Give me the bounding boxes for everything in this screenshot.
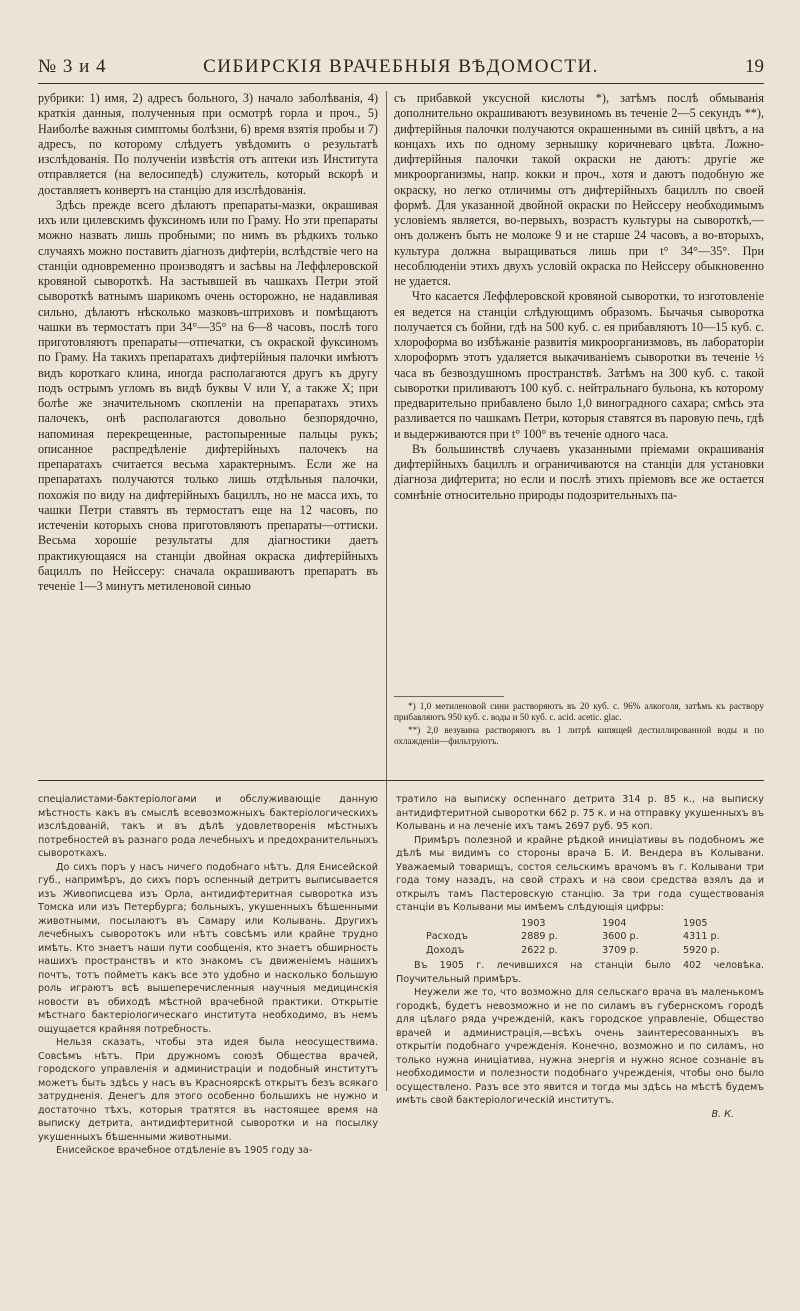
footnote: *) 1,0 метиленовой сини растворяютъ въ 20 куб. с. 96% алкоголя, затѣмъ къ раствору прибавляютъ 950 куб. с. воды и 50 куб. с. acid. acetic. glac. (394, 701, 764, 722)
year-cell: 1905 (683, 917, 708, 929)
paragraph: рубрики: 1) имя, 2) адресъ больного, 3) начало заболѣванія, 4) краткія данныя, полученныя при осмотрѣ горла и проч., 5) Наиболѣе важныя симптомы болѣзни, 6) время взятія пробы и 7) адресъ, по которому слѣдуетъ увѣдомить о результатѣ изслѣдованія. По полученіи извѣстія отъ аптеки изъ Института отправляется (на велосипедѣ) служитель, который вскорѣ и доставляетъ конвертъ на станцію для изслѣдованія. (38, 91, 378, 197)
journal-title: СИБИРСКІЯ ВРАЧЕБНЫЯ ВѢДОМОСТИ. (203, 56, 599, 77)
footnotes (394, 701, 764, 771)
table-row (396, 930, 764, 944)
table-cell: 5920 р. (683, 944, 720, 956)
section-divider (38, 780, 764, 781)
table-cell: 4311 р. (683, 931, 720, 942)
paragraph: съ прибавкой уксусной кислоты *), затѣмъ послѣ обмыванія дополнительно окрашиваютъ везувиномъ въ теченіе 2—5 секундъ **), дифтерійныя палочки получаются окрашенными въ синій цвѣтъ, а на концахъ ихъ по одному зернышку коричневаго цвѣта. Ложно-дифтерійныя палочки такой окраски не даютъ: другіе же микроорганизмы, напр. кокки и проч., хотя и даютъ подобную же окраску, но легко отличимы отъ дифтерійныхъ бациллъ по своей формѣ. Для указанной двойной окраски по Нейссеру необходимымъ условіемъ является, во-первыхъ, возрастъ культуры на сывороткѣ,—онъ долженъ быть не моложе 9 и не старше 24 часовъ, а во-вторыхъ, культура должна выращиваться лишь при t° 34°—35°. При несоблюденіи этихъ двухъ условій окраска по Нейссеру обыкновенно не удается. (394, 91, 764, 288)
paragraph: Въ большинствѣ случаевъ указанными пріемами окрашиванія дифтерійныхъ бациллъ и ограничиваются на станціи для установки діагноза дифтерита; но если и послѣ этихъ пріемовъ все же остается сомнѣніе относительно природы подозрительныхъ па- (394, 441, 764, 502)
top-left-column (38, 91, 378, 731)
row-label: Доходъ (426, 944, 465, 956)
paragraph: Что касается Леффлеровской кровяной сыворотки, то изготовленіе ея ведется на станціи слѣдующимъ образомъ. Бычачья сыворотка получается съ бойни, гдѣ на 500 куб. с. ея прибавляютъ 10—15 куб. с. хлороформа во избѣжаніе развитія микроорганизмовъ, въ лабораторіи хлороформъ этотъ удаляется выкачиваніемъ сыворотки въ теченіе ½ часа въ безвоздушномъ пространствѣ. Затѣмъ на 300 куб. с. такой сыворотки приливаютъ 100 куб. с. нейтральнаго бульона, къ которому предварительно прибавлено было 1,0 виноградного сахара; смѣсь эта разливается по чашкамъ Петри, которыя ставятся въ паровую печь, гдѣ и выдерживаются при t° 100° въ теченіе одного часа. (394, 289, 764, 441)
table-cell: 2889 р. (521, 931, 558, 942)
paragraph: Въ 1905 г. лечившихся на станціи было 402 человѣка. Поучительный примѣръ. (396, 960, 764, 985)
table-header-row (396, 917, 764, 931)
footnote: **) 2,0 везувина растворяютъ въ 1 литрѣ кипящей дестиллированной воды и по охлажденіи—фильтруютъ. (394, 725, 764, 746)
page-number: 19 (745, 56, 764, 77)
paragraph: Здѣсь прежде всего дѣлаютъ препараты-мазки, окрашивая ихъ или цилевскимъ фуксиномъ или по Граму. Но эти препараты можно назвать лишь пробными; по нимъ въ рѣдкихъ только случаяхъ можно поставить діагнозъ дифтеріи, вслѣдствіе чего на станціи одновременно производятъ и засѣвы на Леффлеровской кровяной сывороткѣ. На застывшей въ чашкахъ Петри этой сывороткѣ ватнымъ шарикомъ очень осторожно, не надавливая сильно, дѣлаютъ нѣсколько мазковъ-штриховъ и помѣщаютъ чашки въ термостатъ при 34°—35° на 6—8 часовъ, послѣ того приготовляютъ препараты—отпечатки, съ окраской фуксиномъ по Граму. На такихъ препаратахъ дифтерійныя палочки имѣютъ видъ короткаго клина, иногда располагаются другъ къ другу подъ острымъ угломъ въ видѣ буквы V или Y, а также X; при болѣе же значительномъ скопленіи на препаратахъ этихъ палочекъ, онѣ располагаются довольно безпорядочно, напоминая перекрещенные, растопыренные пальцы рукъ; описанное распредѣленіе дифтерійныхъ палочекъ на препаратахъ считается весьма характернымъ. Если же на препаратахъ получаются только лишь отдѣльныя палочки, похожія по виду на дифтерійныхъ бациллъ, но не масса ихъ, то чашки Петри ставятъ въ термостатъ еще на 12 часовъ, по истеченіи которыхъ снова приготовляютъ препараты—оттиски. Весьма хорошіе результаты для діагностики даетъ практикующаяся на станціи двойная окраска дифтерійныхъ бациллъ по Нейссеру: сначала окрашиваютъ препаратъ въ теченіе 1—3 минутъ метиленовой синью (38, 197, 378, 593)
table-cell: 3709 р. (602, 944, 639, 956)
table-cell: 3600 р. (602, 931, 639, 942)
station-finance-table (396, 917, 764, 958)
column-separator (386, 91, 387, 1091)
bottom-right-column (396, 793, 764, 1120)
author-signature: В. К. (711, 1108, 734, 1120)
paragraph: Примѣръ полезной и крайне рѣдкой иниціативы въ подобномъ же дѣлѣ мы видимъ со стороны врача Б. И. Вендера въ Колывани. Уважаемый товарищъ, состоя сельскимъ врачомъ въ г. Колывани три года тому назадъ, на свой страхъ и на свои средства взялъ да и открылъ тамъ Пастеровскую станцію. За три года существованія станціи въ Колывани мы имѣемъ слѣдующія цифры: (396, 834, 764, 913)
table-cell: 2622 р. (521, 944, 558, 956)
year-cell: 1904 (602, 917, 627, 929)
page-header (38, 50, 764, 80)
paragraph: Енисейское врачебное отдѣленіе въ 1905 году за- (56, 1145, 313, 1156)
paragraph: Нельзя сказать, чтобы эта идея была неосуществима. Совсѣмъ нѣтъ. При дружномъ союзѣ Общества врачей, городского управленія и администраціи и подобный институтъ можетъ быть здѣсь у насъ въ Красноярскѣ открытъ безъ всякаго затрудненія. Денегъ для этого особенно большихъ не нужно и достаточно тѣхъ, которыя тратятся въ настоящее время на выписку детрита, антидифтеритной сыворотки и на посылку укушенныхъ бѣшенными животными. (38, 1037, 378, 1143)
footnote-rule (394, 696, 504, 697)
bottom-left-column (38, 793, 378, 1156)
paragraph: Неужели же то, что возможно для сельскаго врача въ маленькомъ городкѣ, будетъ невозможно и не по силамъ въ губернскомъ городѣ для цѣлаго ряда учрежденій, какъ городское управленіе, Общество врачей и администрація,—всѣхъ очень заинтересованныхъ въ открытіи подобнаго учрежденія. Конечно, возможно и по силамъ, но только нужна иниціатива, нужна энергія и нужно ясное сознаніе въ необходимости и полезности подобнаго учрежденія, чтобы оно было осуществлено. Разъ все это явится и тогда мы здѣсь на мѣстѣ будемъ имѣть свой бактеріологическій институтъ. (396, 987, 764, 1106)
row-label: Расходъ (426, 931, 468, 942)
year-cell: 1903 (521, 917, 546, 929)
issue-number: № 3 и 4 (38, 56, 107, 77)
table-row (396, 944, 764, 958)
paragraph: спеціалистами-бактеріологами и обслуживающіе данную мѣстность какъ въ смыслѣ всевозможныхъ бактеріологическихъ изслѣдованій, такъ и въ дѣлѣ удовлетворенія мѣстныхъ потребностей въ разнаго рода лечебныхъ и предохранительныхъ сывороткахъ. (38, 794, 378, 859)
paragraph: До сихъ поръ у насъ ничего подобнаго нѣтъ. Для Енисейской губ., напримѣръ, до сихъ поръ оспенный детритъ выписывается изъ Живописцева изъ Орла, антидифтеритная сыворотка изъ Томска или изъ Петербурга; больныхъ, укушенныхъ бѣшенными животными, посылаютъ въ Самару или Колывань. Другихъ лечебныхъ сыворотокъ или нѣтъ совсѣмъ или крайне трудно имѣть. Кто знаетъ наши пути сообщенія, кто знаетъ обширность нашихъ пространствъ и кто знакомъ съ движеніемъ нашихъ почтъ, тотъ пойметъ какъ все это удобно и насколько большую роль играютъ всѣ вышеперечисленныя научныя медицинскія новости въ обиходѣ мѣстной врачебной практики. Открытіе мѣстнаго бактеріологическаго института необходимо, въ немъ ощущается крайняя потребность. (38, 861, 378, 1035)
top-right-column (394, 91, 764, 691)
paragraph: тратило на выписку оспеннаго детрита 314 р. 85 к., на выписку антидифтеритной сыворотки 662 р. 75 к. и на отправку укушенныхъ въ Колывань и на леченіе ихъ тамъ 2697 руб. 95 коп. (396, 794, 764, 832)
header-rule (38, 83, 764, 84)
